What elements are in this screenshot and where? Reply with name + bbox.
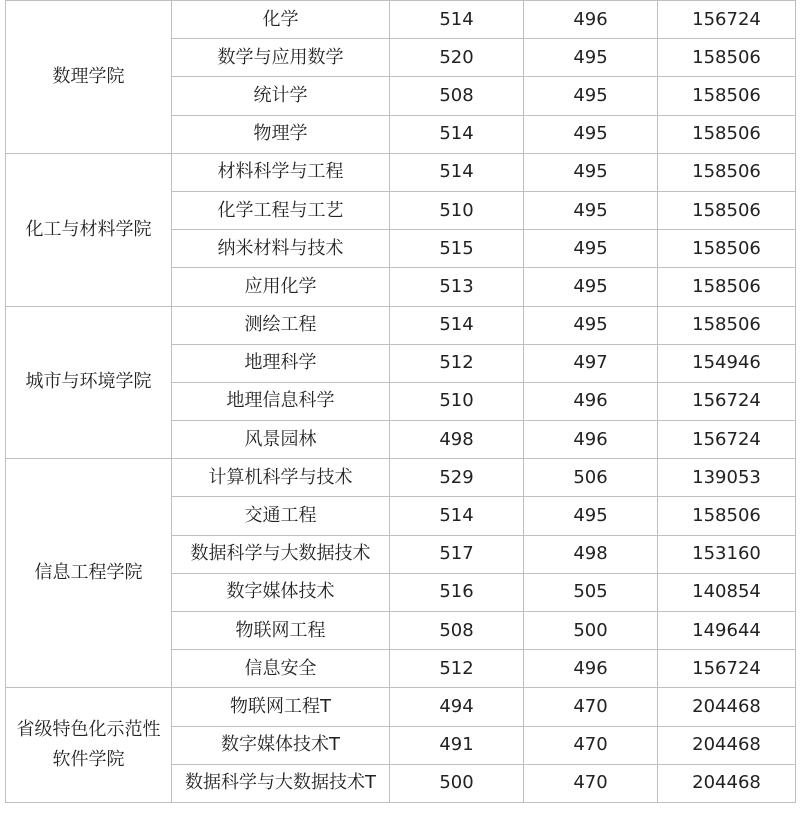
min-score-cell: 496	[524, 382, 658, 420]
college-name: 化工与材料学院	[25, 218, 152, 240]
table-body	[6, 1, 796, 803]
rank-cell: 158506	[658, 153, 796, 191]
min-score-cell: 470	[524, 726, 658, 764]
major-cell: 纳米材料与技术	[172, 230, 390, 268]
major-cell: 信息安全	[172, 650, 390, 688]
rank-cell: 156724	[658, 1, 796, 39]
rank-cell: 158506	[658, 115, 796, 153]
major-cell: 数学与应用数学	[172, 39, 390, 77]
college-cell	[6, 306, 172, 459]
college-name-line: 省级特色化示范性	[16, 719, 161, 741]
college-cell	[6, 688, 172, 803]
max-score-cell: 510	[390, 382, 524, 420]
max-score-cell: 516	[390, 573, 524, 611]
rank-cell: 149644	[658, 612, 796, 650]
major-cell: 测绘工程	[172, 306, 390, 344]
max-score-cell: 510	[390, 191, 524, 229]
max-score-cell: 514	[390, 153, 524, 191]
min-score-cell: 495	[524, 306, 658, 344]
max-score-cell: 513	[390, 268, 524, 306]
table-row	[6, 688, 796, 726]
major-cell: 数字媒体技术T	[172, 726, 390, 764]
min-score-cell: 495	[524, 230, 658, 268]
college-cell	[6, 459, 172, 688]
max-score-cell: 498	[390, 421, 524, 459]
table-row	[6, 459, 796, 497]
admission-score-table	[5, 0, 796, 803]
max-score-cell: 494	[390, 688, 524, 726]
min-score-cell: 495	[524, 153, 658, 191]
max-score-cell: 514	[390, 1, 524, 39]
max-score-cell: 529	[390, 459, 524, 497]
major-cell: 交通工程	[172, 497, 390, 535]
rank-cell: 158506	[658, 497, 796, 535]
max-score-cell: 512	[390, 344, 524, 382]
rank-cell: 158506	[658, 39, 796, 77]
min-score-cell: 495	[524, 115, 658, 153]
rank-cell: 158506	[658, 230, 796, 268]
college-name-line: 软件学院	[52, 749, 125, 771]
rank-cell: 153160	[658, 535, 796, 573]
rank-cell: 158506	[658, 191, 796, 229]
college-cell	[6, 1, 172, 154]
rank-cell: 158506	[658, 77, 796, 115]
min-score-cell: 495	[524, 39, 658, 77]
major-cell: 化学工程与工艺	[172, 191, 390, 229]
min-score-cell: 497	[524, 344, 658, 382]
major-cell: 地理科学	[172, 344, 390, 382]
min-score-cell: 470	[524, 688, 658, 726]
min-score-cell: 498	[524, 535, 658, 573]
major-cell: 数字媒体技术	[172, 573, 390, 611]
major-cell: 材料科学与工程	[172, 153, 390, 191]
college-cell	[6, 153, 172, 306]
min-score-cell: 500	[524, 612, 658, 650]
min-score-cell: 495	[524, 497, 658, 535]
max-score-cell: 508	[390, 77, 524, 115]
max-score-cell: 514	[390, 306, 524, 344]
max-score-cell: 515	[390, 230, 524, 268]
college-name: 城市与环境学院	[25, 371, 152, 393]
rank-cell: 156724	[658, 421, 796, 459]
min-score-cell: 505	[524, 573, 658, 611]
min-score-cell: 496	[524, 421, 658, 459]
rank-cell: 204468	[658, 764, 796, 802]
table-row	[6, 153, 796, 191]
rank-cell: 140854	[658, 573, 796, 611]
min-score-cell: 495	[524, 77, 658, 115]
max-score-cell: 491	[390, 726, 524, 764]
min-score-cell: 496	[524, 1, 658, 39]
major-cell: 地理信息科学	[172, 382, 390, 420]
rank-cell: 204468	[658, 726, 796, 764]
rank-cell: 139053	[658, 459, 796, 497]
max-score-cell: 500	[390, 764, 524, 802]
major-cell: 数据科学与大数据技术T	[172, 764, 390, 802]
min-score-cell: 506	[524, 459, 658, 497]
college-name: 信息工程学院	[34, 562, 143, 584]
rank-cell: 158506	[658, 268, 796, 306]
college-name: 数理学院	[52, 65, 125, 87]
max-score-cell: 508	[390, 612, 524, 650]
rank-cell: 156724	[658, 382, 796, 420]
max-score-cell: 520	[390, 39, 524, 77]
major-cell: 计算机科学与技术	[172, 459, 390, 497]
min-score-cell: 496	[524, 650, 658, 688]
table-row	[6, 306, 796, 344]
rank-cell: 154946	[658, 344, 796, 382]
rank-cell: 156724	[658, 650, 796, 688]
max-score-cell: 517	[390, 535, 524, 573]
max-score-cell: 514	[390, 497, 524, 535]
major-cell: 物联网工程T	[172, 688, 390, 726]
min-score-cell: 470	[524, 764, 658, 802]
major-cell: 应用化学	[172, 268, 390, 306]
major-cell: 统计学	[172, 77, 390, 115]
major-cell: 物联网工程	[172, 612, 390, 650]
major-cell: 数据科学与大数据技术	[172, 535, 390, 573]
major-cell: 化学	[172, 1, 390, 39]
table-row	[6, 1, 796, 39]
max-score-cell: 514	[390, 115, 524, 153]
major-cell: 风景园林	[172, 421, 390, 459]
min-score-cell: 495	[524, 268, 658, 306]
max-score-cell: 512	[390, 650, 524, 688]
rank-cell: 204468	[658, 688, 796, 726]
major-cell: 物理学	[172, 115, 390, 153]
rank-cell: 158506	[658, 306, 796, 344]
min-score-cell: 495	[524, 191, 658, 229]
